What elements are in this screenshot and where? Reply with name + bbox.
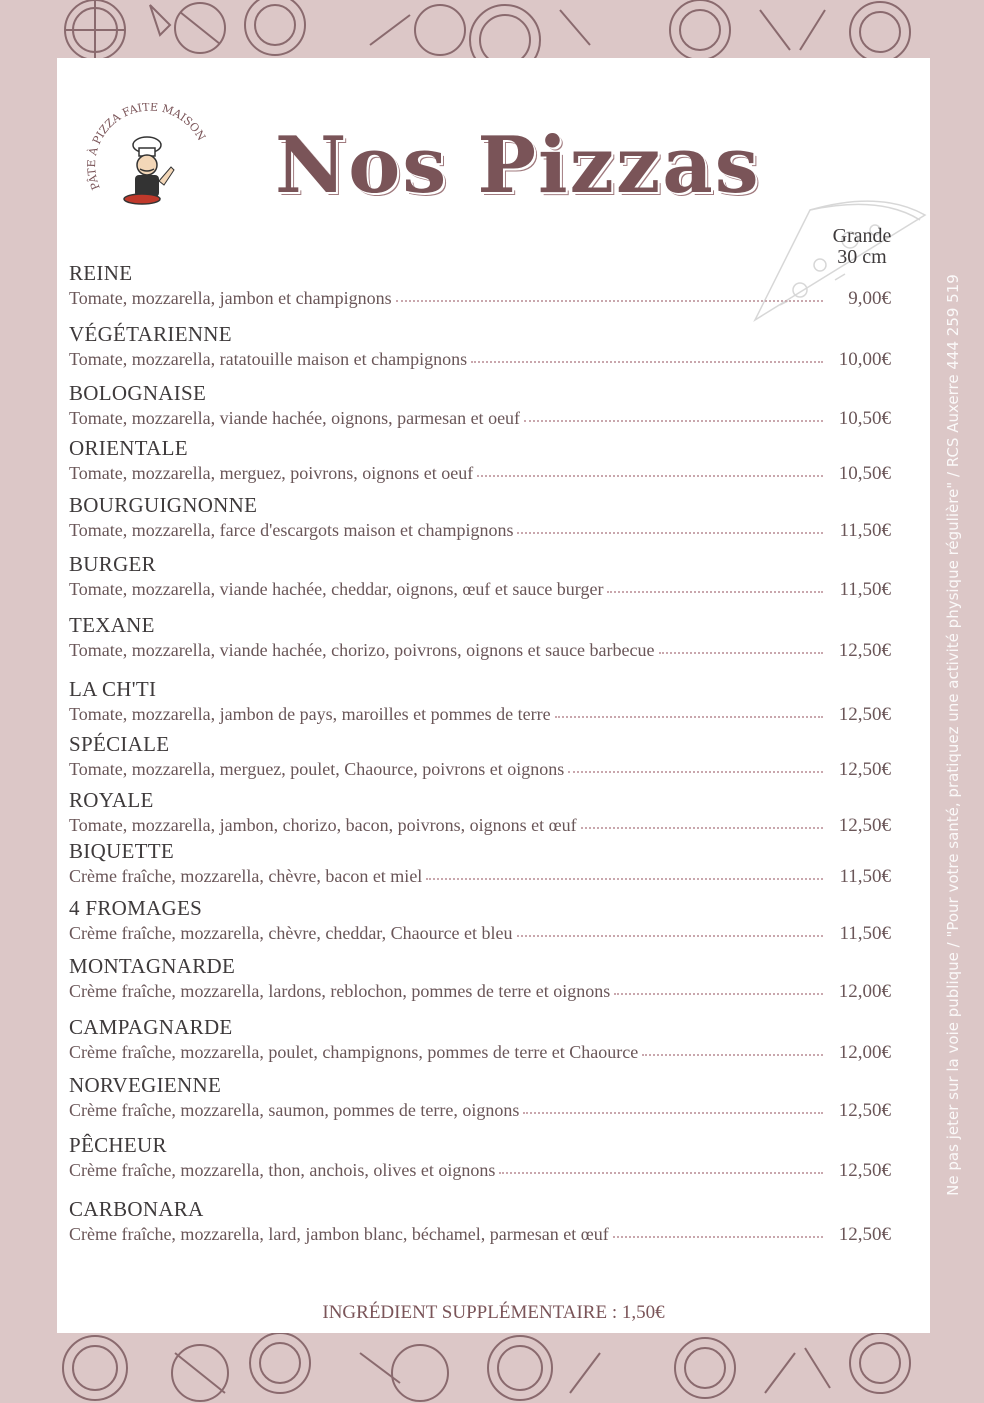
item-name: BURGER	[69, 552, 156, 576]
item-price: 12,50€	[838, 640, 891, 661]
menu-item	[69, 1132, 891, 1196]
dot-leader	[426, 878, 823, 880]
dot-leader	[659, 652, 824, 654]
dot-leader	[568, 771, 823, 773]
dot-leader	[524, 420, 823, 422]
item-name: ORIENTALE	[69, 436, 188, 460]
menu-item	[69, 676, 891, 731]
dot-leader	[555, 716, 823, 718]
item-price: 12,50€	[838, 1100, 891, 1121]
item-name: BOURGUIGNONNE	[69, 493, 258, 517]
item-name: LA CH'TI	[69, 677, 157, 701]
item-price: 9,00€	[848, 288, 891, 309]
chef-logo	[82, 103, 212, 223]
item-name: VÉGÉTARIENNE	[69, 322, 232, 346]
item-name: 4 FROMAGES	[69, 896, 203, 920]
dot-leader	[396, 300, 823, 302]
item-description: Tomate, mozzarella, viande hachée, oignons, parmesan et oeuf	[69, 408, 521, 428]
item-description: Crème fraîche, mozzarella, lard, jambon blanc, béchamel, parmesan et œuf	[69, 1224, 609, 1244]
menu-card	[57, 58, 930, 1333]
dot-leader	[613, 1236, 823, 1238]
item-description: Tomate, mozzarella, viande hachée, cheddar, oignons, œuf et sauce burger	[69, 579, 604, 599]
item-price: 12,50€	[838, 759, 891, 780]
dot-leader	[517, 935, 823, 937]
menu-item	[69, 787, 891, 838]
item-name: NORVEGIENNE	[69, 1073, 222, 1097]
item-name: SPÉCIALE	[69, 732, 170, 756]
item-price: 11,50€	[839, 520, 891, 541]
item-price: 12,50€	[838, 1224, 891, 1245]
menu-item	[69, 731, 891, 787]
pizza-list	[69, 260, 891, 1256]
item-price: 12,00€	[838, 1042, 891, 1063]
menu-item	[69, 838, 891, 895]
menu-item	[69, 551, 891, 612]
item-price: 10,00€	[838, 349, 891, 370]
dot-leader	[477, 475, 823, 477]
logo-text: PÂTE À PIZZA FAITE MAISON	[85, 103, 209, 192]
dot-leader	[581, 827, 823, 829]
item-description: Tomate, mozzarella, jambon de pays, maroilles et pommes de terre	[69, 704, 551, 724]
menu-item	[69, 612, 891, 676]
menu-item	[69, 260, 891, 321]
dot-leader	[471, 361, 823, 363]
item-name: TEXANE	[69, 613, 155, 637]
item-description: Tomate, mozzarella, jambon et champignons	[69, 288, 392, 308]
pizza-doodle-icon	[0, 0, 984, 60]
menu-item	[69, 953, 891, 1014]
item-name: ROYALE	[69, 788, 154, 812]
dot-leader	[523, 1112, 823, 1114]
item-description: Crème fraîche, mozzarella, lardons, reblochon, pommes de terre et oignons	[69, 981, 611, 1001]
item-description: Tomate, mozzarella, viande hachée, chorizo, poivrons, oignons et sauce barbecue	[69, 640, 655, 660]
item-description: Tomate, mozzarella, jambon, chorizo, bacon, poivrons, oignons et œuf	[69, 815, 577, 835]
dot-leader	[614, 993, 823, 995]
menu-item	[69, 1196, 891, 1256]
item-description: Tomate, mozzarella, merguez, poulet, Chaource, poivrons et oignons	[69, 759, 565, 779]
item-price: 12,50€	[838, 1160, 891, 1181]
item-price: 11,50€	[839, 866, 891, 887]
item-price: 10,50€	[838, 408, 891, 429]
item-description: Crème fraîche, mozzarella, poulet, champignons, pommes de terre et Chaource	[69, 1042, 639, 1062]
menu-item	[69, 492, 891, 551]
item-description: Tomate, mozzarella, merguez, poivrons, oignons et oeuf	[69, 463, 474, 483]
supplement-note: INGRÉDIENT SUPPLÉMENTAIRE : 1,50€	[322, 1302, 665, 1323]
item-name: PÊCHEUR	[69, 1133, 167, 1157]
item-description: Crème fraîche, mozzarella, thon, anchois, olives et oignons	[69, 1160, 496, 1180]
chef-icon	[82, 103, 212, 223]
menu-item	[69, 435, 891, 492]
top-pizza-doodles	[0, 0, 984, 60]
item-name: BIQUETTE	[69, 839, 175, 863]
item-description: Crème fraîche, mozzarella, chèvre, bacon et miel	[69, 866, 423, 886]
item-price: 12,00€	[838, 981, 891, 1002]
item-price: 11,50€	[839, 579, 891, 600]
item-price: 11,50€	[839, 923, 891, 944]
dot-leader	[517, 532, 823, 534]
dot-leader	[607, 591, 823, 593]
item-name: MONTAGNARDE	[69, 954, 236, 978]
item-description: Crème fraîche, mozzarella, saumon, pommes de terre, oignons	[69, 1100, 520, 1120]
item-name: CARBONARA	[69, 1197, 204, 1221]
item-name: CAMPAGNARDE	[69, 1015, 233, 1039]
pizza-doodle-icon	[0, 1333, 984, 1403]
legal-notice: Ne pas jeter sur la voie publique / "Pour votre santé, pratiquez une activité physique régulière" / RCS Auxerre 444 259 519	[944, 274, 962, 1196]
item-name: REINE	[69, 261, 133, 285]
dot-leader	[642, 1054, 823, 1056]
size-label: Grande	[832, 225, 892, 247]
size-diameter: 30 cm	[837, 246, 887, 268]
menu-item	[69, 1072, 891, 1132]
dot-leader	[499, 1172, 823, 1174]
item-price: 12,50€	[838, 815, 891, 836]
item-name: BOLOGNAISE	[69, 381, 207, 405]
item-description: Tomate, mozzarella, farce d'escargots maison et champignons	[69, 520, 514, 540]
item-description: Crème fraîche, mozzarella, chèvre, cheddar, Chaource et bleu	[69, 923, 513, 943]
menu-item	[69, 321, 891, 380]
bottom-pizza-doodles	[0, 1333, 984, 1403]
menu-item	[69, 380, 891, 435]
menu-item	[69, 895, 891, 953]
page-title: Nos Pizzas	[275, 120, 761, 211]
item-price: 10,50€	[838, 463, 891, 484]
item-price: 12,50€	[838, 704, 891, 725]
menu-item	[69, 1014, 891, 1072]
item-description: Tomate, mozzarella, ratatouille maison et champignons	[69, 349, 468, 369]
